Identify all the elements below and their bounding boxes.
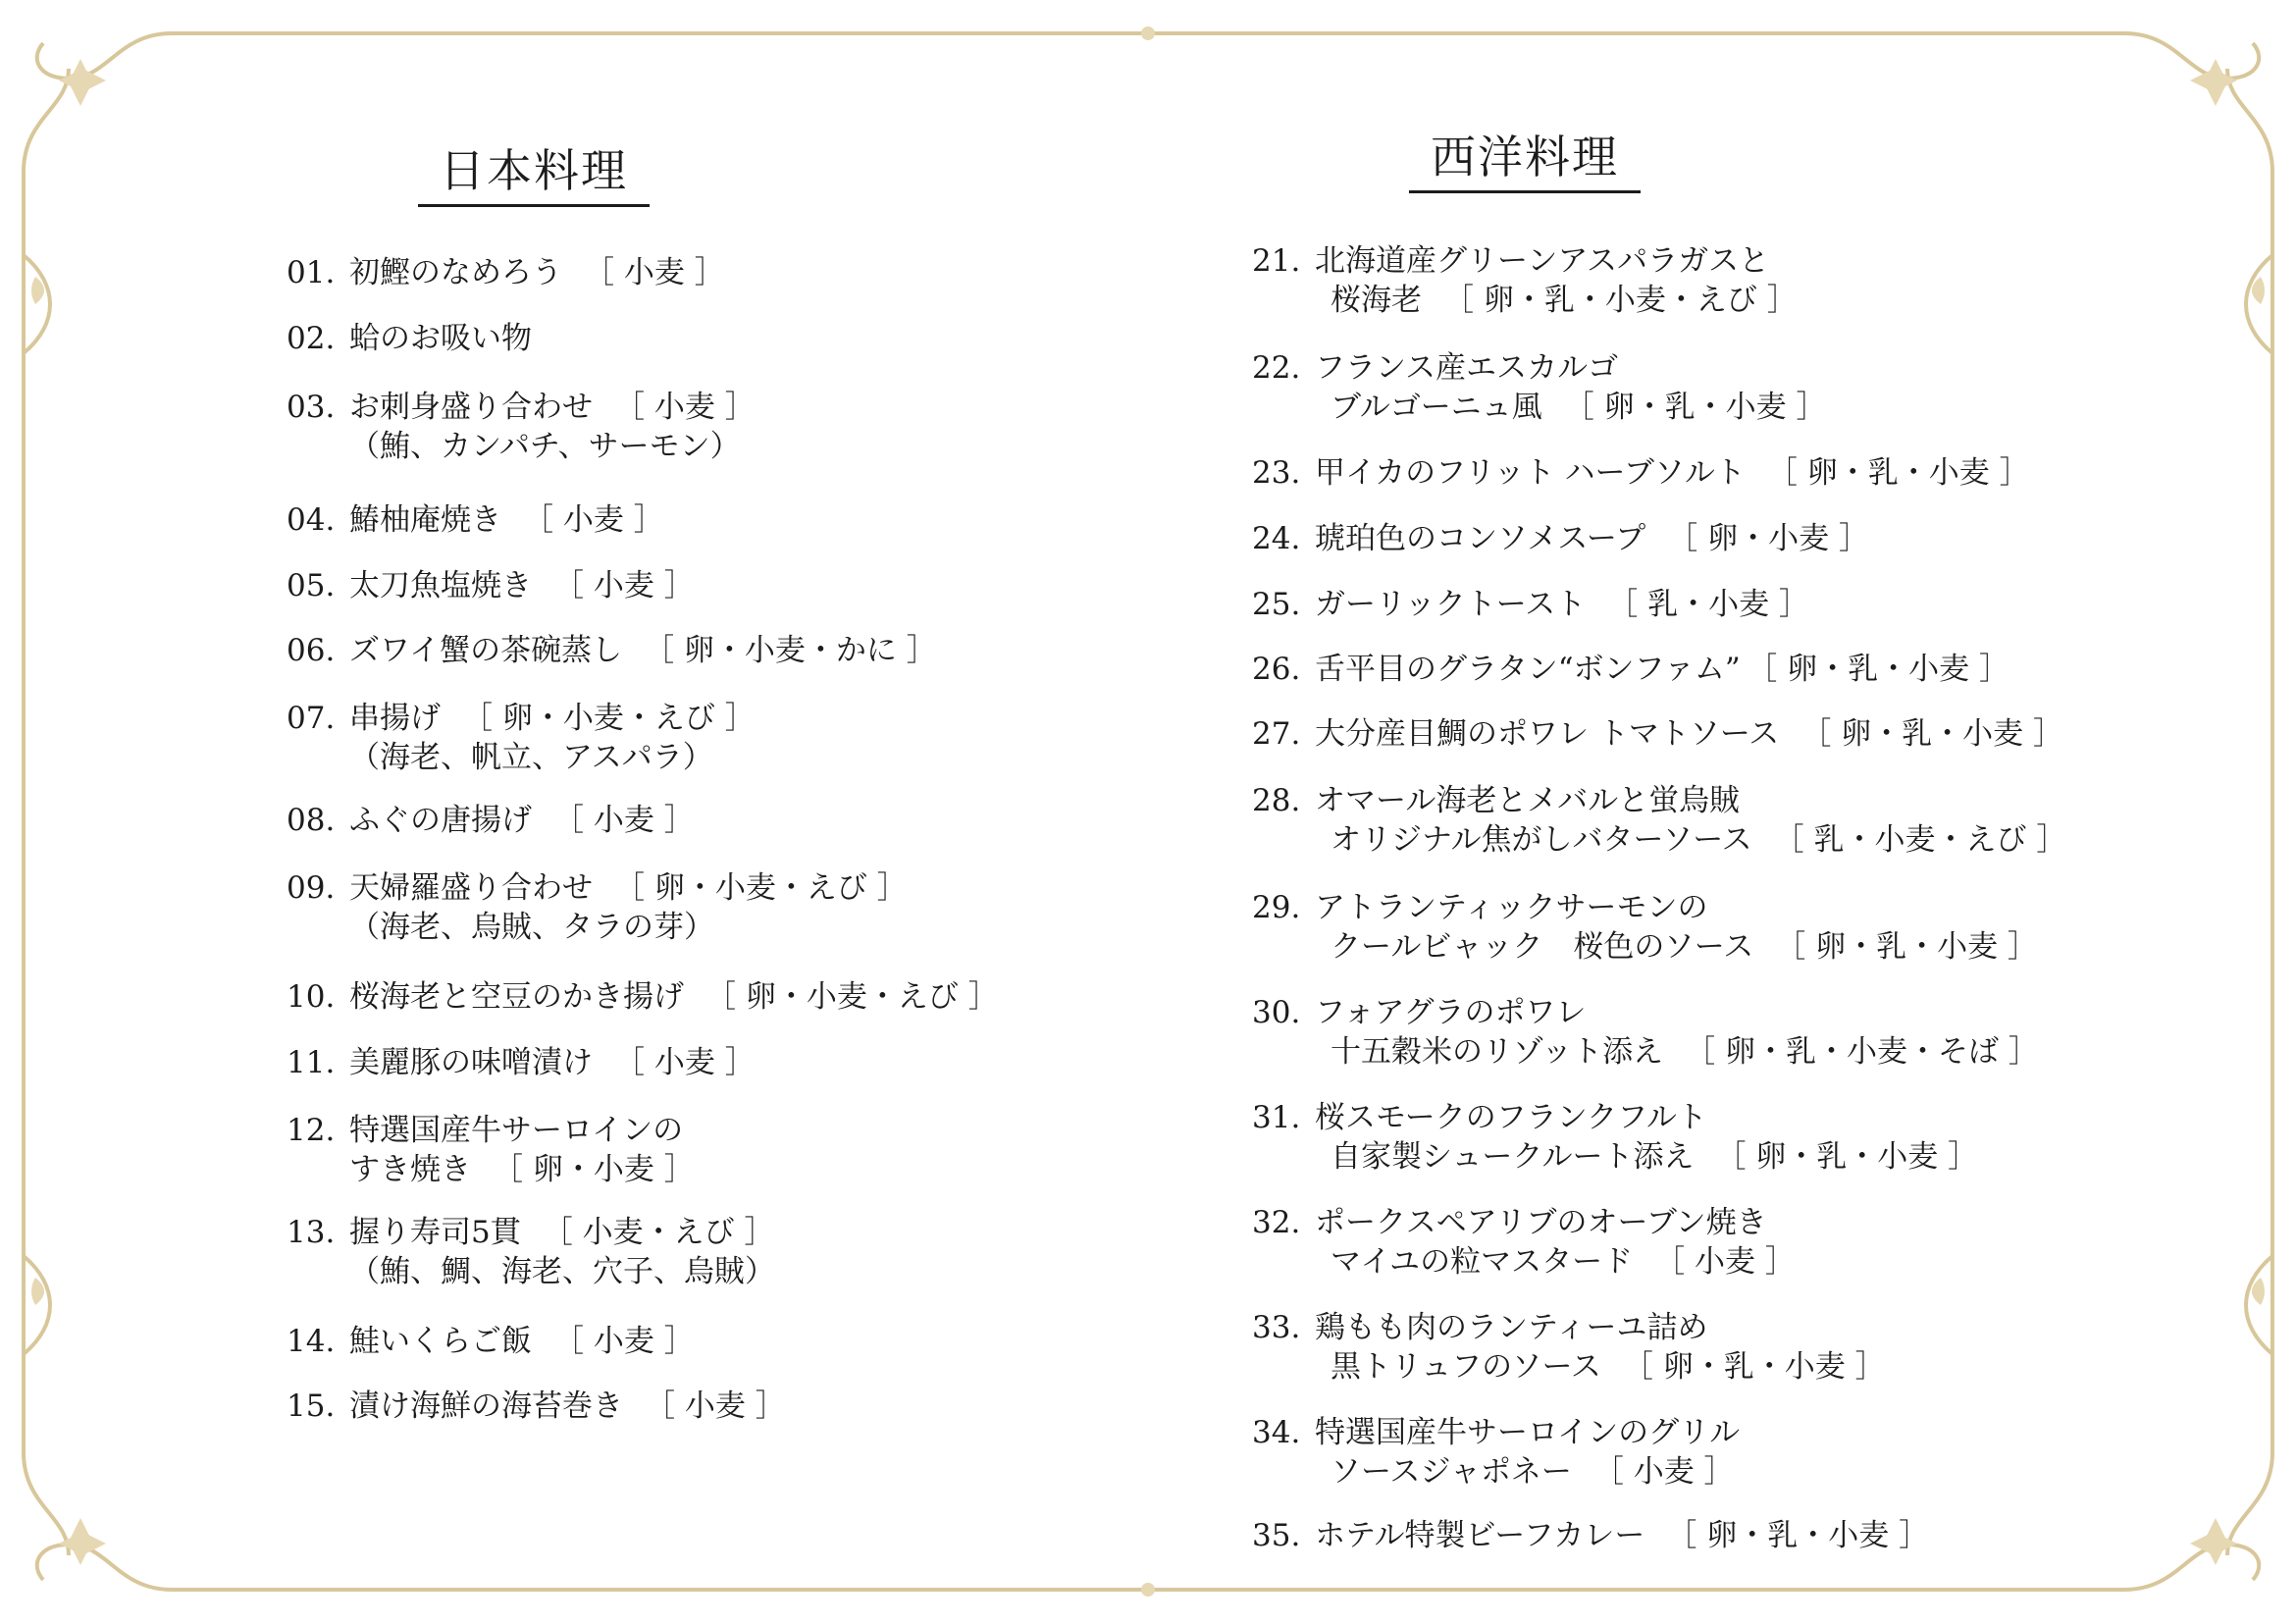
menu-item: 09. 天婦羅盛り合わせ ［ 卵・小麦・えび ］ （海老、烏賊、タラの芽） bbox=[287, 870, 908, 945]
menu-item: 32. ポークスペアリブのオーブン焼き マイユの粒マスタード ［ 小麦 ］ bbox=[1252, 1205, 1796, 1280]
menu-item: 23. 甲イカのフリット ハーブソルト ［ 卵・乳・小麦 ］ bbox=[1252, 455, 2030, 491]
menu-item: 22. フランス産エスカルゴ ブルゴーニュ風 ［ 卵・乳・小麦 ］ bbox=[1252, 350, 1827, 425]
menu-item: 11. 美麗豚の味噌漬け ［ 小麦 ］ bbox=[287, 1045, 756, 1080]
menu-item: 27. 大分産目鯛のポワレ トマトソース ［ 卵・乳・小麦 ］ bbox=[1252, 716, 2064, 752]
menu-item: 07. 串揚げ ［ 卵・小麦・えび ］ （海老、帆立、アスパラ） bbox=[287, 701, 756, 775]
menu-item: 08. ふぐの唐揚げ ［ 小麦 ］ bbox=[287, 803, 695, 838]
menu-item: 14. 鮭いくらご飯 ［ 小麦 ］ bbox=[287, 1324, 695, 1359]
japanese-cuisine-heading: 日本料理 bbox=[418, 135, 650, 207]
menu-item: 12. 特選国産牛サーロインの すき焼き ［ 卵・小麦 ］ bbox=[287, 1113, 695, 1187]
menu-item: 05. 太刀魚塩焼き ［ 小麦 ］ bbox=[287, 568, 695, 603]
menu-item: 33. 鶏もも肉のランティーユ詰め 黒トリュフのソース ［ 卵・乳・小麦 ］ bbox=[1252, 1310, 1886, 1385]
menu-item: 06. ズワイ蟹の茶碗蒸し ［ 卵・小麦・かに ］ bbox=[287, 633, 937, 668]
menu-item: 29. アトランティックサーモンの クールビャック 桜色のソース ［ 卵・乳・小麦 ］ bbox=[1252, 890, 2038, 965]
menu-item: 04. 鰆柚庵焼き ［ 小麦 ］ bbox=[287, 502, 664, 538]
menu-item: 01. 初鰹のなめろう ［ 小麦 ］ bbox=[287, 255, 725, 290]
menu-item: 03. お刺身盛り合わせ ［ 小麦 ］ （鮪、カンパチ、サーモン） bbox=[287, 390, 756, 464]
menu-item: 35. ホテル特製ビーフカレー ［ 卵・乳・小麦 ］ bbox=[1252, 1518, 1930, 1553]
menu-item: 21. 北海道産グリーンアスパラガスと 桜海老 ［ 卵・乳・小麦・えび ］ bbox=[1252, 243, 1798, 318]
menu-item: 02. 蛤のお吸い物 bbox=[287, 321, 532, 356]
menu-item: 25. ガーリックトースト ［ 乳・小麦 ］ bbox=[1252, 587, 1809, 622]
menu-item: 10. 桜海老と空豆のかき揚げ ［ 卵・小麦・えび ］ bbox=[287, 979, 999, 1015]
menu-item: 24. 琥珀色のコンソメスープ ［ 卵・小麦 ］ bbox=[1252, 521, 1869, 556]
menu-item: 31. 桜スモークのフランクフルト 自家製シュークルート添え ［ 卵・乳・小麦 ］ bbox=[1252, 1100, 1979, 1175]
menu-item: 30. フォアグラのポワレ 十五穀米のリゾット添え ［ 卵・乳・小麦・そば ］ bbox=[1252, 995, 2039, 1070]
menu-item: 34. 特選国産牛サーロインのグリル ソースジャポネー ［ 小麦 ］ bbox=[1252, 1415, 1741, 1490]
menu-item: 15. 漬け海鮮の海苔巻き ［ 小麦 ］ bbox=[287, 1388, 786, 1424]
menu-item: 28. オマール海老とメバルと蛍烏賊 オリジナル焦がしバターソース ［ 乳・小麦・えび ］ bbox=[1252, 783, 2067, 858]
menu-item: 26. 舌平目のグラタン“ボンファム” ［ 卵・乳・小麦 ］ bbox=[1252, 652, 2009, 687]
menu-item: 13. 握り寿司5貫 ［ 小麦・えび ］ （鮪、鯛、海老、穴子、烏賊） bbox=[287, 1215, 775, 1289]
western-cuisine-heading: 西洋料理 bbox=[1409, 122, 1641, 193]
